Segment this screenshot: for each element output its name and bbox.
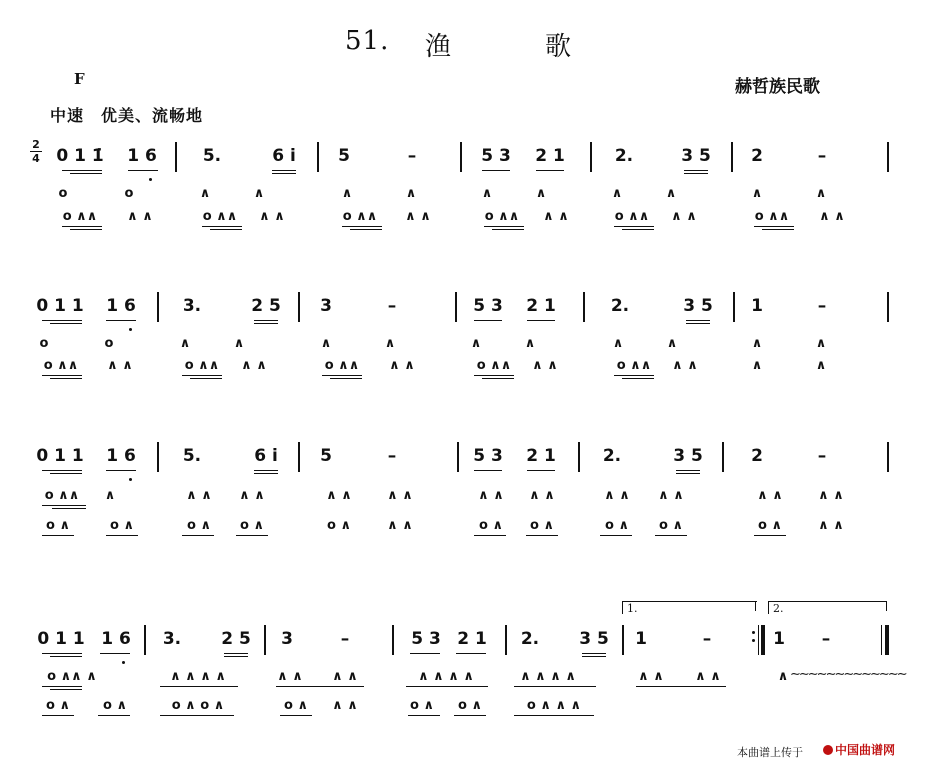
lower-octave-dot [129, 328, 132, 331]
strum-mark: ∧ ∧ [186, 488, 212, 503]
bar-line [733, 292, 735, 322]
bar-line [590, 142, 592, 172]
melody-group: 2 1 [535, 146, 565, 166]
strum-mark: ∧ ∧ [658, 488, 684, 503]
strum-mark: ∧ ∧ ∧ ∧ [170, 669, 226, 684]
site-logo[interactable] [823, 741, 895, 758]
strum-mark: ∧ ∧ [107, 358, 133, 373]
melody-group: 3 5 [683, 296, 713, 316]
song-number: 51. [345, 26, 390, 56]
strum-mark: ο ∧ [457, 698, 483, 713]
strum-mark: ∧ ∧ [387, 488, 413, 503]
melody-group: 3 [320, 296, 332, 316]
strum-mark: ∧ [665, 186, 677, 201]
strum-mark: ο ∧∧ ∧ [47, 669, 97, 684]
strum-mark: ο [124, 186, 134, 201]
melody-group: 3. [182, 296, 202, 316]
strum-mark: ο ∧ [109, 518, 135, 533]
strum-mark: ∧ ∧ [127, 209, 153, 224]
strum-mark: ∧ ∧ [604, 488, 630, 503]
strum-mark: ∧ [470, 336, 482, 351]
strum-mark: ∧ [751, 336, 763, 351]
strum-mark: ο ∧ [283, 698, 309, 713]
strum-mark: ∧ ∧ ∧ ∧ [418, 669, 474, 684]
strum-mark: ∧ ∧ [695, 669, 721, 684]
strum-mark: ∧ [253, 186, 265, 201]
melody-group: 2 [751, 446, 763, 466]
melody-group: 1 6 [106, 296, 136, 316]
strum-mark: ο ∧∧ [62, 209, 98, 224]
final-bar-thick [885, 625, 889, 655]
bar-line [578, 442, 580, 472]
bar-line [887, 442, 889, 472]
strum-mark: ∧ ∧ [638, 669, 664, 684]
repeat-dots [752, 625, 756, 655]
strum-mark: ∧ ∧ [332, 669, 358, 684]
melody-group: 2. [602, 446, 622, 466]
strum-mark: ο ∧ [409, 698, 435, 713]
melody-group: 3. [162, 629, 182, 649]
melody-group: 5 3 [411, 629, 441, 649]
strum-mark: ∧ ∧ [332, 698, 358, 713]
bar-line [157, 442, 159, 472]
repeat-bar-thick [761, 625, 765, 655]
key-signature: F [74, 70, 85, 88]
first-ending-label: 1. [627, 602, 638, 615]
first-ending-bracket [622, 601, 757, 614]
melody-group: 5 3 [473, 446, 503, 466]
melody-group: 1 6 [106, 446, 136, 466]
strum-mark: ∧ [320, 336, 332, 351]
strum-mark: ∧ ∧ [387, 518, 413, 533]
strum-mark: ∧ [815, 358, 827, 373]
melody-group: 5 3 [473, 296, 503, 316]
lower-octave-dot [122, 661, 125, 664]
bar-line [144, 625, 146, 655]
strum-mark: ο ∧ [658, 518, 684, 533]
strum-mark: ∧ [481, 186, 493, 201]
melody-group: – [817, 146, 827, 166]
strum-mark: ∧ ∧ [529, 488, 555, 503]
melody-group: 1 6 [127, 146, 157, 166]
strum-mark: ο ∧ [186, 518, 212, 533]
site-name: 中国曲谱网 [835, 743, 896, 757]
strum-mark: ο ∧∧ [754, 209, 790, 224]
melody-group: 3 5 [673, 446, 703, 466]
staff-system-1 [0, 142, 930, 252]
lower-octave-dot [129, 478, 132, 481]
melody-group: 0 1 1̇ [56, 146, 104, 166]
title-char-2: 歌 [545, 32, 573, 62]
strum-mark: ∧ ∧ [239, 488, 265, 503]
strum-mark: ο ∧ [757, 518, 783, 533]
strum-mark: ∧ ∧ [818, 488, 844, 503]
strum-mark: ο [58, 186, 68, 201]
bar-line [298, 292, 300, 322]
melody-group: 5 3 [481, 146, 511, 166]
strum-mark: ∧ ∧ [671, 209, 697, 224]
melody-group: 5. [182, 446, 202, 466]
melody-group: 1 6 [101, 629, 131, 649]
strum-mark: ο ∧∧ [43, 358, 79, 373]
strum-mark: ∧ ∧ [543, 209, 569, 224]
strum-mark: ο ∧ [604, 518, 630, 533]
melody-group: – [387, 296, 397, 316]
bar-line [392, 625, 394, 655]
strum-mark: ∧ ∧ [478, 488, 504, 503]
bar-line [264, 625, 266, 655]
strum-mark: ο ∧∧ [184, 358, 220, 373]
strum-mark: ο ∧ [326, 518, 352, 533]
strum-mark: ∧ [104, 488, 116, 503]
melody-group: 0 1 1 [36, 446, 84, 466]
strum-mark: ∧ [179, 336, 191, 351]
strum-mark: ο ∧ [45, 518, 71, 533]
strum-mark: ∧ ∧ [241, 358, 267, 373]
site-logo-icon [823, 745, 833, 755]
strum-mark: ο ∧ [478, 518, 504, 533]
strum-mark: ∧ ∧ [532, 358, 558, 373]
melody-group: 1 [751, 296, 763, 316]
strum-mark: ∧ [233, 336, 245, 351]
strum-mark: ο ∧ [239, 518, 265, 533]
staff-system-4 [0, 602, 930, 735]
strum-mark: ο [39, 336, 49, 351]
song-title [345, 26, 605, 62]
strum-mark: ∧ ∧ [757, 488, 783, 503]
strum-mark: ο ∧∧ [484, 209, 520, 224]
strum-mark: ∧ ∧ ∧ ∧ [520, 669, 576, 684]
bar-line [887, 142, 889, 172]
tempo-marking: 中速 优美、流畅地 [50, 106, 204, 125]
strum-mark: ∧ [815, 336, 827, 351]
strum-mark: ο ∧∧ [44, 488, 80, 503]
bar-line [583, 292, 585, 322]
melody-group: 2. [610, 296, 630, 316]
bar-line [887, 292, 889, 322]
melody-group: 2 5 [221, 629, 251, 649]
melody-group: 3 [281, 629, 293, 649]
staff-system-2 [0, 292, 930, 402]
strum-mark: ∧ [524, 336, 536, 351]
melody-group: – [407, 146, 417, 166]
melody-group: 3 5 [579, 629, 609, 649]
strum-mark: ο ∧ ∧ ∧ [526, 698, 582, 713]
strum-mark: ∧ ∧ [672, 358, 698, 373]
strum-mark: ∧ [815, 186, 827, 201]
melody-group: – [817, 446, 827, 466]
bar-line [731, 142, 733, 172]
bar-line [298, 442, 300, 472]
melody-group: 0 1 1 [36, 296, 84, 316]
second-ending-label: 2. [773, 602, 784, 615]
repeat-bar-thin [758, 625, 759, 655]
melody-group: 0 1 1 [37, 629, 85, 649]
strum-mark: ο [104, 336, 114, 351]
melody-group: 2 1 [526, 296, 556, 316]
strum-mark: ∧ [777, 669, 789, 684]
time-signature-bottom: 4 [32, 152, 40, 165]
melody-group: 2 1 [526, 446, 556, 466]
strum-mark: ∧ ∧ [259, 209, 285, 224]
melody-group: 2. [614, 146, 634, 166]
strum-mark: ∧ [611, 186, 623, 201]
strum-mark: ∧ [405, 186, 417, 201]
strum-mark: ο ∧∧ [342, 209, 378, 224]
melody-group: – [821, 629, 831, 649]
strum-mark: ο ∧∧ [614, 209, 650, 224]
melody-group: 6 i [254, 446, 278, 466]
melody-group: – [387, 446, 397, 466]
bar-line [505, 625, 507, 655]
melody-group: 5 [338, 146, 350, 166]
strum-mark: ∧ ∧ [819, 209, 845, 224]
melody-group: 1 [635, 629, 647, 649]
title-char-1: 渔 [425, 32, 453, 62]
melody-group: 3 5 [681, 146, 711, 166]
melody-group: 6 i [272, 146, 296, 166]
melody-group: – [817, 296, 827, 316]
upload-note: 本曲谱上传于 [737, 746, 803, 759]
tremolo-wave: ∼∼∼∼∼∼∼∼∼∼∼∼∼ [790, 667, 906, 682]
melody-group: – [702, 629, 712, 649]
strum-mark: ο ∧ [529, 518, 555, 533]
strum-mark: ∧ [751, 358, 763, 373]
strum-mark: ο ∧ ο ∧ [171, 698, 225, 713]
strum-mark: ο ∧∧ [616, 358, 652, 373]
song-origin: 赫哲族民歌 [735, 77, 820, 97]
strum-mark: ο ∧ [102, 698, 128, 713]
strum-mark: ο ∧∧ [324, 358, 360, 373]
strum-mark: ∧ [535, 186, 547, 201]
second-ending-bracket [768, 601, 887, 614]
bar-line [157, 292, 159, 322]
strum-mark: ∧ [384, 336, 396, 351]
strum-mark: ο ∧ [45, 698, 71, 713]
lower-octave-dot [149, 178, 152, 181]
melody-group: 2. [520, 629, 540, 649]
melody-group: 2 1 [457, 629, 487, 649]
strum-mark: ∧ ∧ [326, 488, 352, 503]
bar-line [722, 442, 724, 472]
strum-mark: ∧ [666, 336, 678, 351]
bar-line [317, 142, 319, 172]
strum-mark: ∧ [341, 186, 353, 201]
strum-mark: ∧ ∧ [277, 669, 303, 684]
strum-mark: ∧ [751, 186, 763, 201]
bar-line [457, 442, 459, 472]
bar-line [460, 142, 462, 172]
melody-group: 2 [751, 146, 763, 166]
melody-group: – [340, 629, 350, 649]
time-signature-top: 2 [32, 138, 40, 151]
melody-group: 1 [773, 629, 785, 649]
melody-group: 5 [320, 446, 332, 466]
strum-mark: ∧ [612, 336, 624, 351]
strum-mark: ∧ [199, 186, 211, 201]
staff-system-3 [0, 442, 930, 552]
strum-mark: ∧ ∧ [389, 358, 415, 373]
bar-line [622, 625, 624, 655]
strum-mark: ∧ ∧ [818, 518, 844, 533]
bar-line [175, 142, 177, 172]
strum-mark: ο ∧∧ [202, 209, 238, 224]
bar-line [455, 292, 457, 322]
final-bar-thin [881, 625, 882, 655]
strum-mark: ο ∧∧ [476, 358, 512, 373]
melody-group: 5. [202, 146, 222, 166]
strum-mark: ∧ ∧ [405, 209, 431, 224]
melody-group: 2 5 [251, 296, 281, 316]
